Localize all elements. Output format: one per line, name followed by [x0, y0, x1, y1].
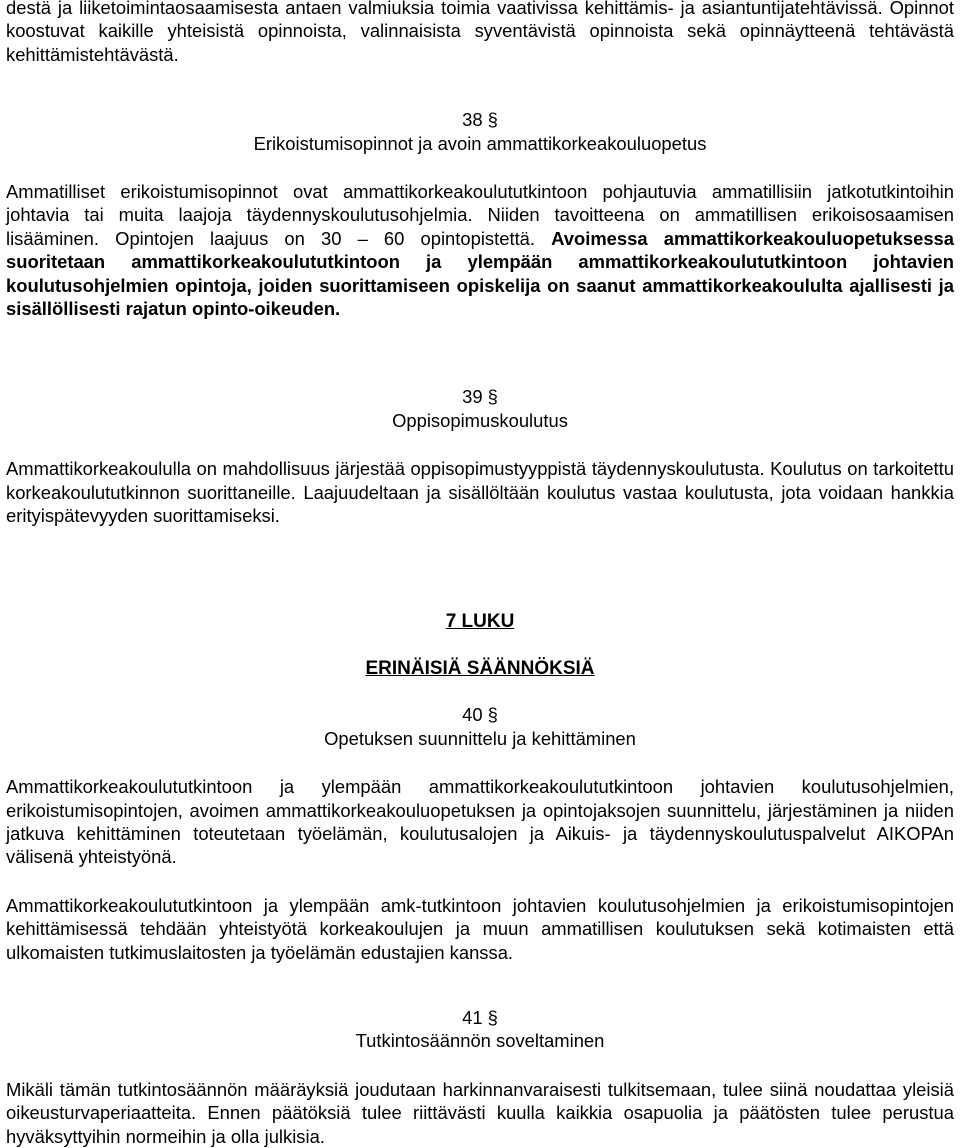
spacer: [6, 964, 954, 1006]
spacer: [6, 320, 954, 385]
section-number: 41 §: [462, 1006, 498, 1028]
section-38-heading: [6, 108, 954, 155]
section-38-paragraph: [6, 180, 954, 320]
document-page: [6, 0, 954, 1148]
section-40-paragraph-2: Ammattikorkeakoulututkintoon ja ylempään amk-tutkintoon johtavien koulutusohjelmien ja erikoistumisopintojen kehittämisessä tehdään yhteistyötä korkeakoulujen ja muun ammatillisen koulutuksen sekä kotimaisten että ulkomaisten tutkimuslaitosten ja työelämän edustajien kanssa.: [6, 894, 954, 963]
section-39-paragraph: Ammattikorkeakoululla on mahdollisuus järjestää oppisopimustyyppistä täydennyskoulutusta. Koulutus on tarkoitettu korkeakoulututkinnon suorittaneille. Laajuudeltaan ja sisällöltään koulutus vastaa koulutusta, jota voidaan hankkia erityispätevyyden suorittamiseksi.: [6, 458, 954, 527]
spacer: [6, 869, 954, 894]
spacer: [6, 528, 954, 610]
section-38-text: Ammatilliset erikoistumisopinnot ovat ammattikorkeakoulututkintoon pohjautuvia ammatillisiin jatkotutkintoihin johtavia tai muita laajoja täydennyskoulutusohjelmia. Niiden tavoitteena on ammatillisen erikoisosaamisen lisääminen. Opintojen laajuus on 30 – 60 opintopistettä.: [6, 181, 954, 249]
spacer: [6, 750, 954, 775]
section-number: 40 §: [462, 704, 498, 726]
section-40-paragraph-1: Ammattikorkeakoulututkintoon ja ylempään ammattikorkeakoulututkintoon johtavien koulutusohjelmien, erikoistumisopintojen, avoimen ammattikorkeakouluopetuksen ja opintojaksojen suunnittelu, järjestäminen ja niiden jatkuva kehittäminen toteutetaan työelämän, koulutusalojen ja Aikuis- ja täydennyskoulutuspalvelut AIKOPAn välisenä yhteistyönä.: [6, 776, 954, 868]
section-title: Oppisopimuskoulutus: [392, 409, 568, 431]
section-title: Erikoistumisopinnot ja avoin ammattikorkeakouluopetus: [253, 132, 707, 154]
chapter-title: ERINÄISIÄ SÄÄNNÖKSIÄ: [365, 657, 595, 679]
chapter-label: 7 LUKU: [445, 610, 515, 632]
spacer: [6, 1053, 954, 1078]
section-title: Opetuksen suunnittelu ja kehittäminen: [324, 727, 636, 749]
section-number: 39 §: [462, 386, 498, 408]
spacer: [6, 680, 954, 703]
spacer: [6, 432, 954, 457]
section-title: Tutkintosäännön soveltaminen: [355, 1030, 605, 1052]
section-38-bold-text: Avoimessa ammattikorkeakouluopetuksessa suoritetaan ammattikorkeakoulututkintoon ja ylempään ammattikorkeakoulututkintoon johtavien koulutusohjelmien opintoja, joiden suorittamiseen opiskelija on saanut ammattikorkeakoululta ajallisesti ja sisällöllisesti rajatun opinto-oikeuden.: [6, 227, 954, 320]
section-39-heading: [6, 385, 954, 432]
spacer: [6, 155, 954, 180]
section-40-heading: [6, 703, 954, 750]
spacer: [6, 633, 954, 657]
section-41-heading: [6, 1006, 954, 1053]
section-41-paragraph: Mikäli tämän tutkintosäännön määräyksiä joudutaan harkinnanvaraisesti tulkitsemaan, tulee siinä noudattaa yleisiä oikeusturvaperiaatteita. Ennen päätöksiä tulee riittävästi kuulla kaikkia osapuolia ja päätösten tulee perustua hyväksyttyihin normeihin ja olla julkisia.: [6, 1078, 954, 1147]
spacer: [6, 66, 954, 108]
section-number: 38 §: [462, 109, 498, 131]
intro-paragraph: destä ja liiketoimintaosaamisesta antaen valmiuksia toimia vaativissa kehittämis- ja asiantuntijatehtävissä. Opinnot koostuvat kaikille yhteisistä opinnoista, valinnaisista syventävistä opinnoista sekä opinnäytteenä tehtävästä kehittämistehtävästä.: [6, 0, 954, 65]
